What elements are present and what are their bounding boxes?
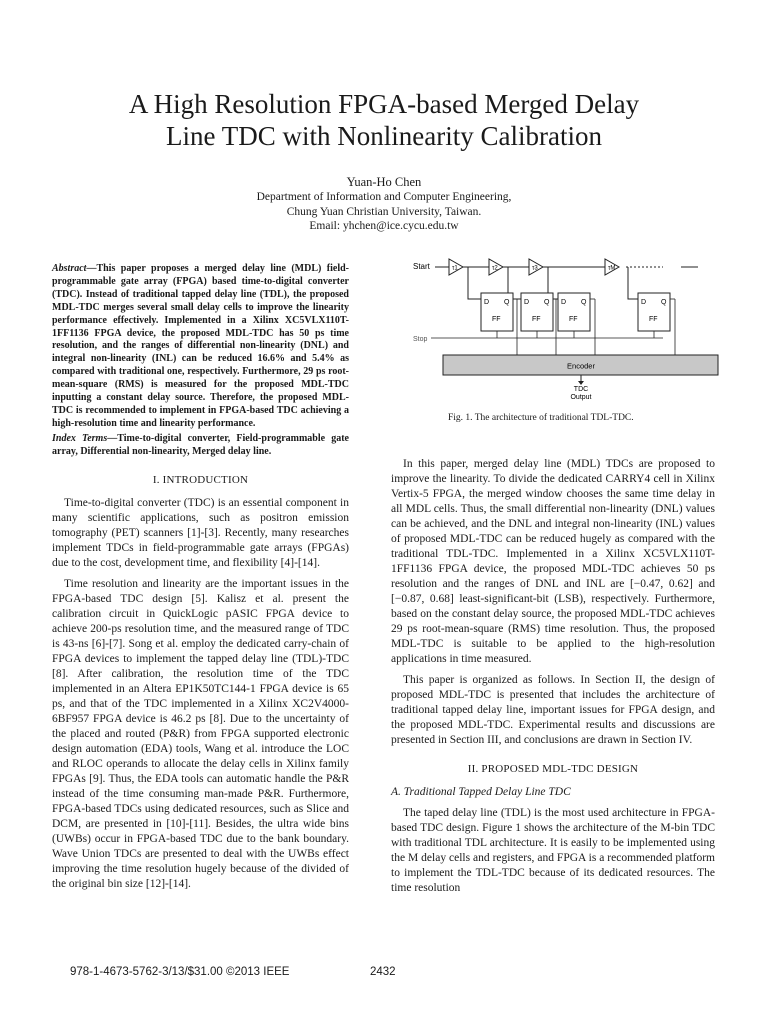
ffm-q: Q <box>661 299 667 306</box>
right-paragraph-1: In this paper, merged delay line (MDL) TDCs are proposed to improve the linearity. To divide the dedicated CARRY4 cell in Xilinx Vertix-5 FPGA, the merged window chooses the same time delay in all MDL cells. Thus, the small differential non-linearity (DNL) values can be achieved, and the DNL and integral non-linearity (INL) values of proposed MDL-TDC can be reduced hugely as compared with the traditional TDL-TDC. Implemented in a Xilinx XC5VLX110T-1FF1136 FPGA device, the proposed MDL-TDC achieves 50 ps resolution and the ranges of DNL and INL are [−0.47, 0.62] and [−0.87, 0.68] least-significant-bit (LSB), respectively. Furthermore, based on the constant delay source, the proposed MDL-TDC achieves 29 ps root-mean-square (RMS) time resolution. Thus, the proposed MDL-TDC is suitable to be applied to the high-resolution applications in time measured. <box>391 458 715 665</box>
title-line-1: A High Resolution FPGA-based Merged Delay <box>128 89 640 119</box>
section-heading-introduction: I. INTRODUCTION <box>152 473 249 486</box>
figure-tdl-architecture <box>413 255 723 405</box>
affiliation-email: Email: yhchen@ice.cycu.edu.tw <box>309 220 459 232</box>
paper-title <box>40 88 728 152</box>
abstract <box>52 263 349 431</box>
right-paragraph-2: This paper is organized as follows. In Section II, the design of proposed MDL-TDC is presented that includes the architecture of traditional tapped delay line, important issues for FPGA design, and the proposed MDL-TDC. Experimental results and discussions are presented in Section III, and conclusions are drawn in Section IV. <box>391 674 715 746</box>
index-terms <box>52 433 349 459</box>
ff3-d: D <box>561 299 567 306</box>
output-label-output: Output <box>570 394 592 401</box>
affiliation-line-2: Chung Yuan Christian University, Taiwan. <box>286 205 482 218</box>
ff3-label: FF <box>569 316 578 323</box>
abstract-lead: Abstract <box>52 263 87 274</box>
ff1-d: D <box>484 299 490 306</box>
delay-label-1: τ1 <box>452 265 458 272</box>
index-terms-lead: Index Terms <box>52 432 108 444</box>
ff2-d: D <box>524 299 530 306</box>
delay-label-3: τ3 <box>532 265 538 272</box>
left-column <box>52 263 349 898</box>
delay-label-2: τ2 <box>492 265 498 272</box>
ff2-label: FF <box>532 316 541 323</box>
ffm-d: D <box>641 299 647 306</box>
ff2-q: Q <box>544 299 550 306</box>
author-name: Yuan-Ho Chen <box>346 175 422 189</box>
page-number: 2432 <box>370 966 396 978</box>
affiliation-line-1: Department of Information and Computer Engineering, <box>256 191 512 203</box>
output-arrowhead <box>578 381 584 385</box>
figure-caption: Fig. 1. The architecture of traditional TDL-TDC. <box>448 413 634 423</box>
output-label-tdc: TDC <box>573 386 589 393</box>
ff3-q: Q <box>581 299 587 306</box>
index-terms-text: —Time-to-digital converter, Field-programmable gate array, Differential non-linearity, Merged delay line. <box>52 432 349 457</box>
stop-label: Stop <box>413 336 428 343</box>
right-column <box>391 457 715 902</box>
affiliation <box>40 190 728 234</box>
encoder-label: Encoder <box>567 361 595 371</box>
ff1-q: Q <box>504 299 510 306</box>
title-line-2: Line TDC with Nonlinearity Calibration <box>166 121 602 151</box>
intro-paragraph-2: Time resolution and linearity are the important issues in the FPGA-based TDC design [5]. Kalisz et al. present the calibration circuit in QuickLogic pASIC FPGA device to achieve 200-ps resolution time, and the measured range of TDC is 43-ns [6]-[7]. Song et al. employ the dedicated carry-chain of FPGA devices to implement the tapped delay line (TDL)-TDC [8]. After calibration, the resolution time of the TDC implemented in an Altera EP1K50TC144-1 FPGA device is 65 ps, and that of the TDC implemented in a Xilinx XC2V4000-6BF957 FPGA device is 46.2 ps [8]. Due to the uncertainty of the placed and routed (P&R) from FPGA supported electronic design automation (EDA) tools, Wang et al. introduce the LOC and RLOC operands to allocate the delay cells in Xilinx family FPGAs [9]. Thus, the EDA tools can automatic handle the P&R instead of the time consuming man-made P&R. Furthermore, FPGA-based TDCs using dedicated resources, such as Slice and DCM, are presented in [10]-[11]. Besides, the ultra wide bins (UWBs) occur in FPGA-based TDC due to the bank boundary. Wave Union TDCs are presented to deal with the UWBs effect improving the time resolution hugely because of the divided of the original bin size [12]-[14]. <box>52 577 349 890</box>
copyright-footer: 978-1-4673-5762-3/13/$31.00 ©2013 IEEE <box>70 966 290 978</box>
section-heading-proposed-design: II. PROPOSED MDL-TDC DESIGN <box>467 763 639 775</box>
ffm-label: FF <box>649 316 658 323</box>
abstract-text: —This paper proposes a merged delay line (MDL) field-programmable gate array (FPGA) based time-to-digital converter (TDC). Instead of traditional tapped delay line (TDL), the proposed MDL-TDC merges several small delay cells to improve the linearity performance effectively. Implemented in a Xilinx XC5VLX110T-1FF1136 FPGA device, the proposed MDL-TDC has 50 ps time resolution, and the ranges of differential non-linearity (DNL) and integral non-linearity (INL) can be reduced 16.6% and 5.4% as compared with traditional one, respectively. Furthermore, 29 ps root-mean-square (RMS) is measured for the proposed MDL-TDC inputting a constant delay source. Therefore, the proposed MDL-TDC is recommended to implement in FPGA-based TDC achieving a high-resolution time and linearity performance. <box>52 263 349 429</box>
right-paragraph-3: The taped delay line (TDL) is the most used architecture in FPGA-based TDC design. Figure 1 shows the architecture of the M-bin TDC with traditional TDL architecture. It is easily to be implemented using the M delay cells and registers, and FPGA is a recommended platform to implement the TDL-TDC because of its dedicated resources. The time resolution <box>391 807 715 894</box>
intro-paragraph-1: Time-to-digital converter (TDC) is an essential component in many scientific applications, such as positron emission tomography (PET) scanners [1]-[3]. Recently, many researches implement TDCs in field-programmable gate arrays (FPGAs) due to the cost, development time, and flexibility [4]-[14]. <box>52 496 349 569</box>
clock-wires <box>497 331 654 338</box>
delay-label-m: τM <box>608 265 616 272</box>
start-label: Start <box>413 262 430 271</box>
ff1-label: FF <box>492 316 501 323</box>
subsection-heading-tdl: A. Traditional Tapped Delay Line TDC <box>391 786 571 798</box>
